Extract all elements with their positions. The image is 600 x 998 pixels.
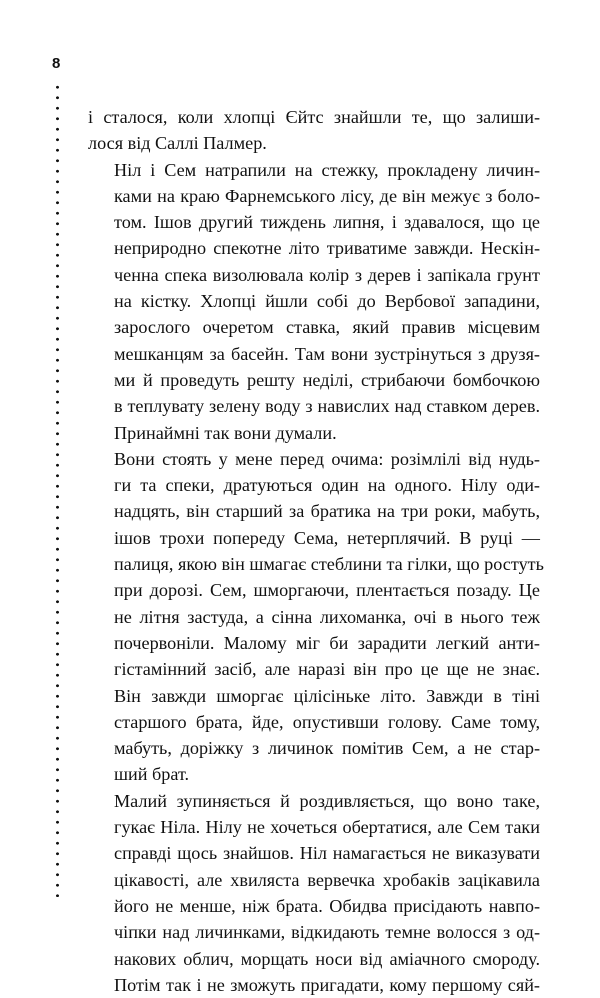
text-line: неприродно спекотне літо триватиме завжди. Нескін-: [114, 238, 540, 259]
paragraph: [88, 104, 540, 157]
text-line: палиця, якою він шмагає стеблини та гілки, що ростуть: [114, 554, 544, 575]
text-line: ішов трохи попереду Сема, нетерплячий. В руці —: [114, 527, 540, 548]
text-line: мешканцям за басейн. Там вони зустрінуться з друзя-: [114, 343, 540, 364]
text-line: Вони стоять у мене перед очима: розімлілі від нудь-: [114, 448, 540, 469]
body-text: [88, 104, 544, 998]
text-line: Принаймні так вони думали.: [114, 422, 337, 443]
text-line: зарослого очеретом ставка, який правив місцевим: [114, 317, 540, 338]
text-line: ший брат.: [114, 764, 190, 785]
text-line: Він завжди шморгає цілісіньке літо. Завжди в тіні: [114, 685, 540, 706]
paragraph: [88, 157, 540, 446]
text-line: не літня застуда, а сінна лихоманка, очі в нього теж: [114, 606, 540, 627]
text-line: том. Ішов другий тиждень липня, і здавалося, що це: [114, 212, 540, 233]
text-line: на кістку. Хлопці йшли собі до Вербової западини,: [114, 291, 540, 312]
text-line: ченна спека визолювала колір з дерев і запікала грунт: [114, 264, 540, 285]
text-line: Ніл і Сем натрапили на стежку, прокладену личин-: [114, 159, 540, 180]
paragraph: [88, 446, 544, 788]
text-line: в теплувату зелену воду з навислих над ставком дерев.: [114, 396, 540, 417]
text-line: лося від Саллі Палмер.: [88, 133, 267, 154]
text-line: при дорозі. Сем, шморгаючи, плентається позаду. Це: [114, 580, 540, 601]
text-line: його не менше, ніж брата. Обидва присідають навпо-: [114, 895, 540, 916]
text-line: ками на краю Фарнемського лісу, де він межує з боло-: [114, 185, 540, 206]
text-line: Потім так і не зможуть пригадати, кому першому сяй-: [114, 974, 540, 995]
text-line: Малий зупиняється й роздивляється, що воно таке,: [114, 790, 540, 811]
text-line: і сталося, коли хлопці Єйтс знайшли те, що залиши-: [88, 107, 540, 127]
paragraph: [88, 788, 540, 998]
text-line: накових облич, морщать носи від аміачного смороду.: [114, 948, 540, 969]
text-line: чіпки над личинками, відкидають темне волосся з од-: [114, 922, 540, 943]
dotted-margin-rule: [56, 82, 59, 897]
text-line: почервоніли. Малому міг би зарадити легкий анти-: [114, 632, 540, 653]
text-line: ми й проведуть решту неділі, стрибаючи бомбочкою: [114, 369, 540, 390]
text-line: ги та спеки, дратуються один на одного. Нілу оди-: [114, 475, 540, 496]
text-line: цікавості, але хвиляста вервечка хробаків зацікавила: [114, 869, 540, 890]
page-number: 8: [52, 55, 61, 72]
text-line: справді щось знайшов. Ніл намагається не виказувати: [114, 843, 540, 864]
text-line: надцять, він старший за братика на три роки, мабуть,: [114, 501, 540, 522]
text-line: старшого брата, йде, опустивши голову. Саме тому,: [114, 711, 540, 732]
text-line: гістамінний засіб, але наразі він про це ще не знає.: [114, 659, 540, 680]
text-line: мабуть, доріжку з личинок помітив Сем, а не стар-: [114, 738, 540, 759]
text-line: гукає Ніла. Нілу не хочеться обертатися, але Сем таки: [114, 817, 540, 838]
